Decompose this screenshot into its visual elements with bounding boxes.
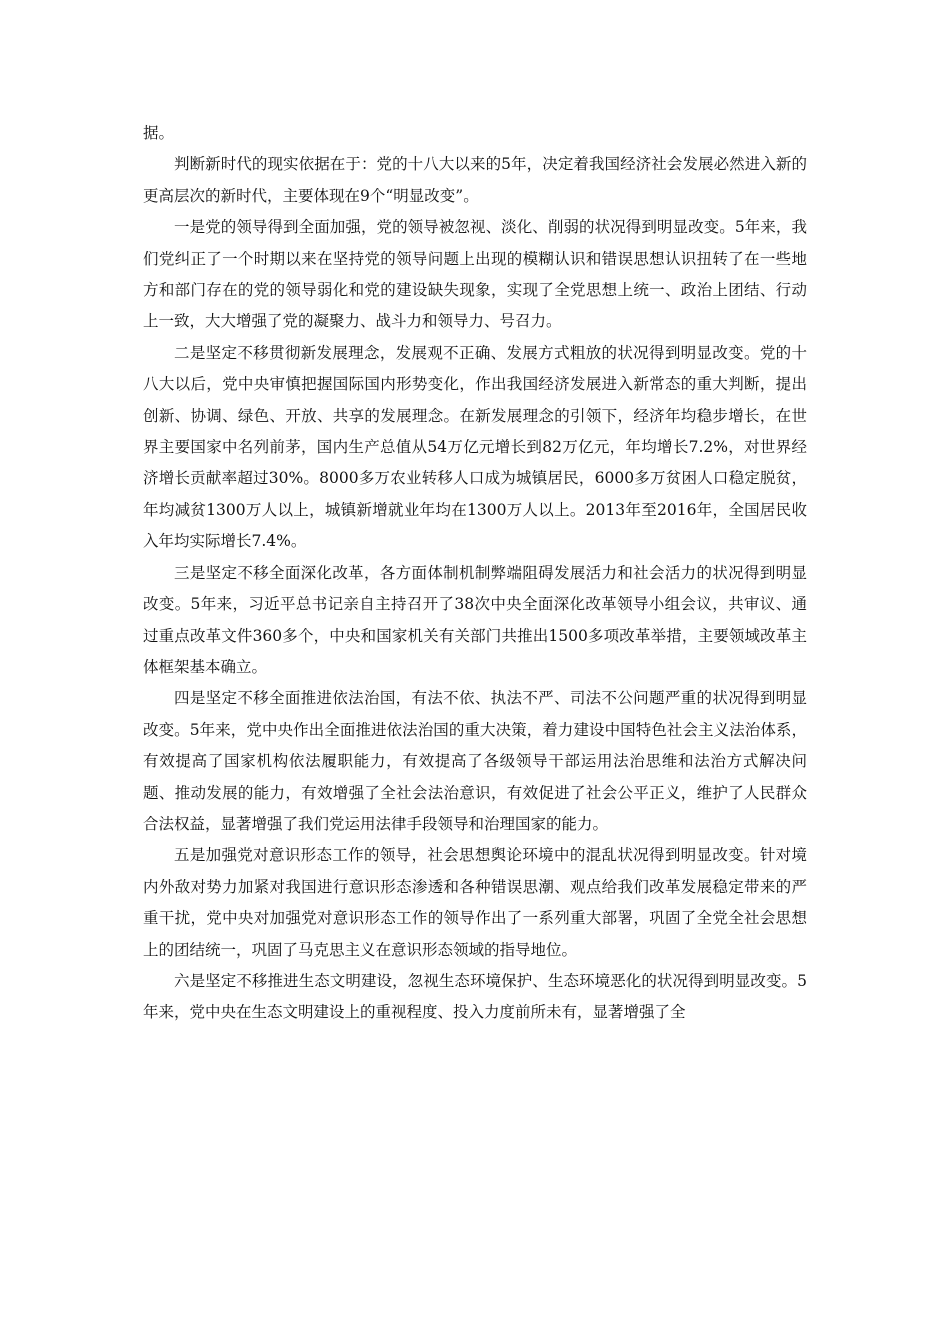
paragraph-change-6: 六是坚定不移推进生态文明建设，忽视生态环境保护、生态环境恶化的状况得到明显改变。5年来，党中央在生态文明建设上的重视程度、投入力度前所未有，显著增强了全 [143,971,807,1022]
paragraph-change-3: 三是坚定不移全面深化改革，各方面体制机制弊端阻碍发展活力和社会活力的状况得到明显改变。5年来，习近平总书记亲自主持召开了38次中央全面深化改革领导小组会议，共审议、通过重点改革文件360多个，中央和国家机关有关部门共推出1500多项改革举措，主要领域改革主体框架基本确立。 [143,563,807,676]
paragraph-change-2: 二是坚定不移贯彻新发展理念，发展观不正确、发展方式粗放的状况得到明显改变。党的十八大以后，党中央审慎把握国际国内形势变化，作出我国经济发展进入新常态的重大判断，提出创新、协调、绿色、开放、共享的发展理念。在新发展理念的引领下，经济年均稳步增长，在世界主要国家中名列前茅，国内生产总值从54万亿元增长到82万亿元，年均增长7.2%，对世界经济增长贡献率超过30%。8000多万农业转移人口成为城镇居民，6000多万贫困人口稳定脱贫，年均减贫1300万人以上，城镇新增就业年均在1300万人以上。2013年至2016年，全国居民收入年均实际增长7.4%。 [143,343,807,551]
document-page [143,118,807,1029]
paragraph-change-4: 四是坚定不移全面推进依法治国，有法不依、执法不严、司法不公问题严重的状况得到明显改变。5年来，党中央作出全面推进依法治国的重大决策，着力建设中国特色社会主义法治体系，有效提高了国家机构依法履职能力，有效提高了各级领导干部运用法治思维和法治方式解决问题、推动发展的能力，有效增强了全社会法治意识，有效促进了社会公平正义，维护了人民群众合法权益，显著增强了我们党运用法律手段领导和治理国家的能力。 [143,689,807,833]
paragraph-change-5: 五是加强党对意识形态工作的领导，社会思想舆论环境中的混乱状况得到明显改变。针对境内外敌对势力加紧对我国进行意识形态渗透和各种错误思潮、观点给我们改革发展稳定带来的严重干扰，党中央对加强党对意识形态工作的领导作出了一系列重大部署，巩固了全党全社会思想上的团结统一，巩固了马克思主义在意识形态领域的指导地位。 [143,846,807,959]
paragraph-continuation: 据。 [143,124,175,142]
paragraph-change-1: 一是党的领导得到全面加强，党的领导被忽视、淡化、削弱的状况得到明显改变。5年来，我们党纠正了一个时期以来在坚持党的领导问题上出现的模糊认识和错误思想认识扭转了在一些地方和部门存在的党的领导弱化和党的建设缺失现象，实现了全党思想上统一、政治上团结、行动上一致，大大增强了党的凝聚力、战斗力和领导力、号召力。 [143,218,807,331]
paragraph-intro: 判断新时代的现实依据在于：党的十八大以来的5年，决定着我国经济社会发展必然进入新的更高层次的新时代，主要体现在9个“明显改变”。 [143,155,807,205]
